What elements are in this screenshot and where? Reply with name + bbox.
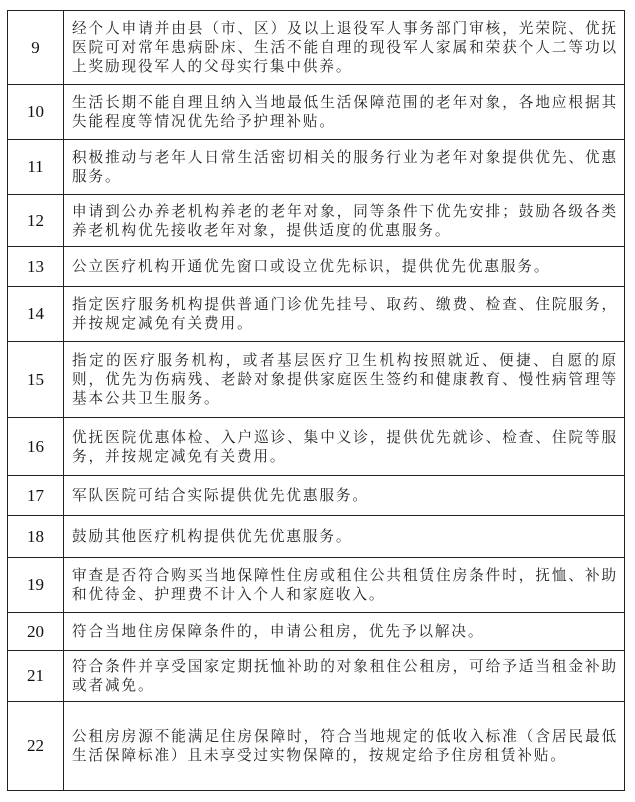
table-row-10	[8, 85, 625, 140]
table-row-19	[8, 558, 625, 613]
row-number: 16	[8, 418, 64, 476]
row-text: 军队医院可结合实际提供优先优惠服务。	[64, 476, 625, 516]
table-row-22	[8, 702, 625, 791]
row-number: 13	[8, 247, 64, 287]
row-number: 20	[8, 613, 64, 651]
table-row-9	[8, 11, 625, 85]
table-row-13	[8, 247, 625, 287]
table-row-12	[8, 195, 625, 247]
row-text: 指定医疗服务机构提供普通门诊优先挂号、取药、缴费、检查、住院服务，并按规定减免有关费用。	[64, 287, 625, 342]
row-number: 10	[8, 85, 64, 140]
row-text: 申请到公办养老机构养老的老年对象，同等条件下优先安排；鼓励各级各类养老机构优先接收老年对象，提供适度的优惠服务。	[64, 195, 625, 247]
table-row-15	[8, 342, 625, 418]
row-number: 21	[8, 651, 64, 702]
row-number: 18	[8, 516, 64, 558]
row-text: 符合当地住房保障条件的，申请公租房，优先予以解决。	[64, 613, 625, 651]
row-text: 鼓励其他医疗机构提供优先优惠服务。	[64, 516, 625, 558]
row-number: 15	[8, 342, 64, 418]
table-row-14	[8, 287, 625, 342]
row-number: 12	[8, 195, 64, 247]
row-text: 指定的医疗服务机构，或者基层医疗卫生机构按照就近、便捷、自愿的原则，优先为伤病残、老龄对象提供家庭医生签约和健康教育、慢性病管理等基本公共卫生服务。	[64, 342, 625, 418]
benefits-table	[7, 10, 625, 791]
row-text: 生活长期不能自理且纳入当地最低生活保障范围的老年对象，各地应根据其失能程度等情况优先给予护理补贴。	[64, 85, 625, 140]
row-text: 符合条件并享受国家定期抚恤补助的对象租住公租房，可给予适当租金补助或者减免。	[64, 651, 625, 702]
row-number: 11	[8, 140, 64, 195]
row-text: 审查是否符合购买当地保障性住房或租住公共租赁住房条件时，抚恤、补助和优待金、护理费不计入个人和家庭收入。	[64, 558, 625, 613]
row-number: 14	[8, 287, 64, 342]
row-text: 公租房房源不能满足住房保障时，符合当地规定的低收入标准（含居民最低生活保障标准）且未享受过实物保障的，按规定给予住房租赁补贴。	[64, 702, 625, 791]
row-number: 9	[8, 11, 64, 85]
table-row-18	[8, 516, 625, 558]
row-text: 优抚医院优惠体检、入户巡诊、集中义诊，提供优先就诊、检查、住院等服务，并按规定减免有关费用。	[64, 418, 625, 476]
row-text: 积极推动与老年人日常生活密切相关的服务行业为老年对象提供优先、优惠服务。	[64, 140, 625, 195]
row-text: 经个人申请并由县（市、区）及以上退役军人事务部门审核，光荣院、优抚医院可对常年患病卧床、生活不能自理的现役军人家属和荣获个人二等功以上奖励现役军人的父母实行集中供养。	[64, 11, 625, 85]
table-row-20	[8, 613, 625, 651]
table-row-17	[8, 476, 625, 516]
table-row-11	[8, 140, 625, 195]
row-number: 19	[8, 558, 64, 613]
row-number: 17	[8, 476, 64, 516]
row-text: 公立医疗机构开通优先窗口或设立优先标识，提供优先优惠服务。	[64, 247, 625, 287]
table-body	[8, 11, 625, 791]
table-row-16	[8, 418, 625, 476]
table-row-21	[8, 651, 625, 702]
row-number: 22	[8, 702, 64, 791]
